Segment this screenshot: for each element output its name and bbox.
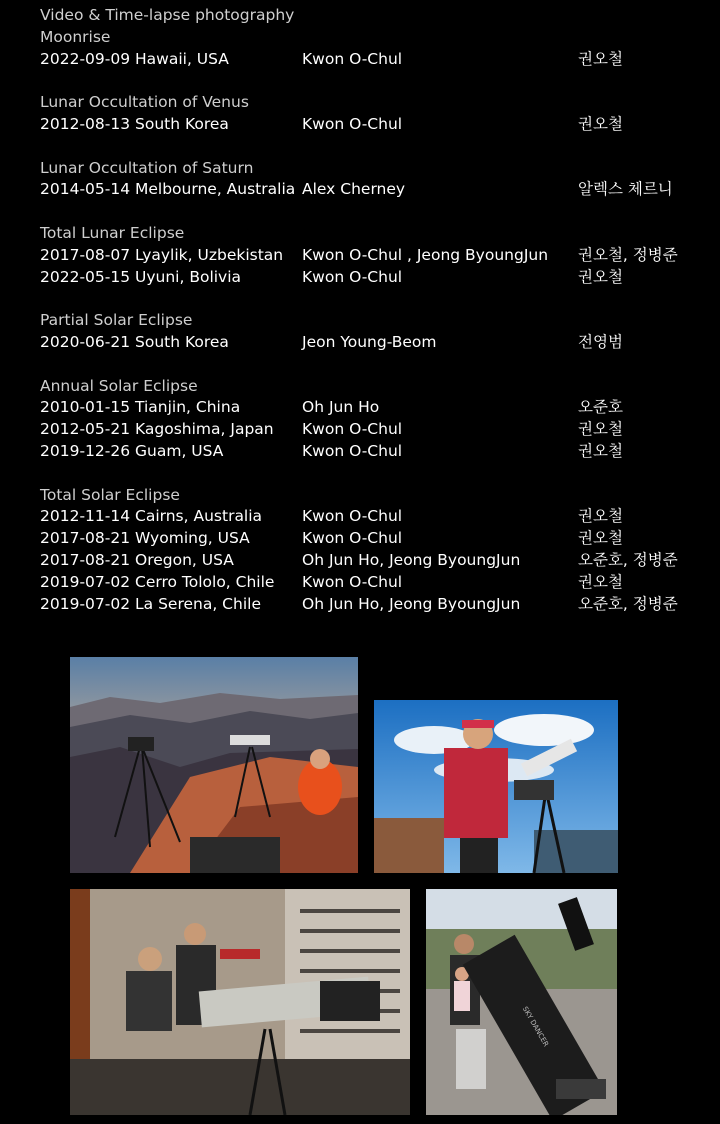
photo-balcony-telescope <box>70 889 410 1115</box>
credit-row <box>40 267 710 289</box>
credit-row <box>40 528 710 550</box>
credit-row <box>40 114 710 136</box>
credit-row <box>40 594 710 616</box>
credit-korean-name: 알렉스 체르니 <box>578 180 673 199</box>
credit-korean-name: 권오철 <box>578 420 623 439</box>
credit-date-location: 2019-07-02 Cerro Tololo, Chile <box>40 572 275 591</box>
credit-date-location: 2010-01-15 Tianjin, China <box>40 398 241 417</box>
credit-date-location: 2020-06-21 South Korea <box>40 332 229 351</box>
photo-telescope-man <box>374 700 618 873</box>
credits-sections <box>40 27 710 616</box>
credit-date-location: 2019-12-26 Guam, USA <box>40 441 224 460</box>
credit-name: Kwon O-Chul <box>302 420 403 439</box>
intro-title: Video & Time-lapse photography <box>40 6 295 24</box>
credit-date-location: 2017-08-21 Wyoming, USA <box>40 529 250 548</box>
credit-korean-name: 권오철 <box>578 441 623 460</box>
section-title: Partial Solar Eclipse <box>40 311 193 330</box>
credit-date-location: 2012-11-14 Cairns, Australia <box>40 507 263 526</box>
credit-row <box>40 441 710 463</box>
section-spacer <box>40 354 710 376</box>
section-spacer <box>40 463 710 485</box>
credit-date-location: 2022-05-15 Uyuni, Bolivia <box>40 267 242 286</box>
section-spacer <box>40 288 710 310</box>
credit-korean-name: 권오철, 정병준 <box>578 245 678 264</box>
credit-row <box>40 572 710 594</box>
credit-name: Kwon O-Chul <box>302 529 403 548</box>
credit-date-location: 2017-08-07 Lyaylik, Uzbekistan <box>40 245 284 264</box>
credit-name: Jeon Young-Beom <box>302 332 437 351</box>
credit-row <box>40 550 710 572</box>
photo-dobsonian-family <box>426 889 617 1115</box>
credit-row <box>40 506 710 528</box>
credit-row <box>40 179 710 201</box>
credit-row <box>40 49 710 71</box>
credit-date-location: 2012-08-13 South Korea <box>40 114 229 133</box>
credit-korean-name: 오준호, 정병준 <box>578 550 678 569</box>
credit-korean-name: 권오철 <box>578 114 623 133</box>
photo-mountain-observatory <box>70 657 358 873</box>
credit-korean-name: 권오철 <box>578 49 623 68</box>
credit-name: Kwon O-Chul <box>302 441 403 460</box>
section-title: Total Lunar Eclipse <box>40 223 185 242</box>
credit-name: Alex Cherney <box>302 180 406 199</box>
section-title: Total Solar Eclipse <box>40 485 180 504</box>
credit-date-location: 2012-05-21 Kagoshima, Japan <box>40 420 274 439</box>
credit-korean-name: 오준호 <box>578 398 623 417</box>
credit-date-location: 2022-09-09 Hawaii, USA <box>40 49 229 68</box>
credit-row <box>40 419 710 441</box>
section-spacer <box>40 136 710 158</box>
credit-name: Kwon O-Chul <box>302 267 403 286</box>
credit-name: Kwon O-Chul <box>302 49 403 68</box>
credit-name: Kwon O-Chul , Jeong ByoungJun <box>302 245 549 264</box>
credits-list <box>40 5 710 615</box>
credit-korean-name: 권오철 <box>578 267 623 286</box>
section-title: Lunar Occultation of Venus <box>40 93 249 112</box>
credit-korean-name: 전영범 <box>578 332 623 351</box>
credit-date-location: 2017-08-21 Oregon, USA <box>40 550 234 569</box>
credit-row <box>40 332 710 354</box>
credit-name: Kwon O-Chul <box>302 572 403 591</box>
credit-korean-name: 권오철 <box>578 529 623 548</box>
section-spacer <box>40 201 710 223</box>
credit-korean-name: 권오철 <box>578 572 623 591</box>
credit-row <box>40 397 710 419</box>
section-title: Annual Solar Eclipse <box>40 376 198 395</box>
credit-date-location: 2014-05-14 Melbourne, Australia <box>40 180 296 199</box>
telescope-tube-label: SKY DANCER <box>520 1005 551 1049</box>
section-title: Lunar Occultation of Saturn <box>40 158 254 177</box>
section-title: Moonrise <box>40 27 111 46</box>
credit-name: Kwon O-Chul <box>302 114 403 133</box>
credit-name: Oh Jun Ho, Jeong ByoungJun <box>302 594 521 613</box>
section-spacer <box>40 70 710 92</box>
credit-korean-name: 오준호, 정병준 <box>578 594 678 613</box>
credit-name: Kwon O-Chul <box>302 507 403 526</box>
credit-name: Oh Jun Ho, Jeong ByoungJun <box>302 550 521 569</box>
credit-korean-name: 권오철 <box>578 507 623 526</box>
credit-row <box>40 245 710 267</box>
credit-name: Oh Jun Ho <box>302 398 380 417</box>
credit-date-location: 2019-07-02 La Serena, Chile <box>40 594 261 613</box>
